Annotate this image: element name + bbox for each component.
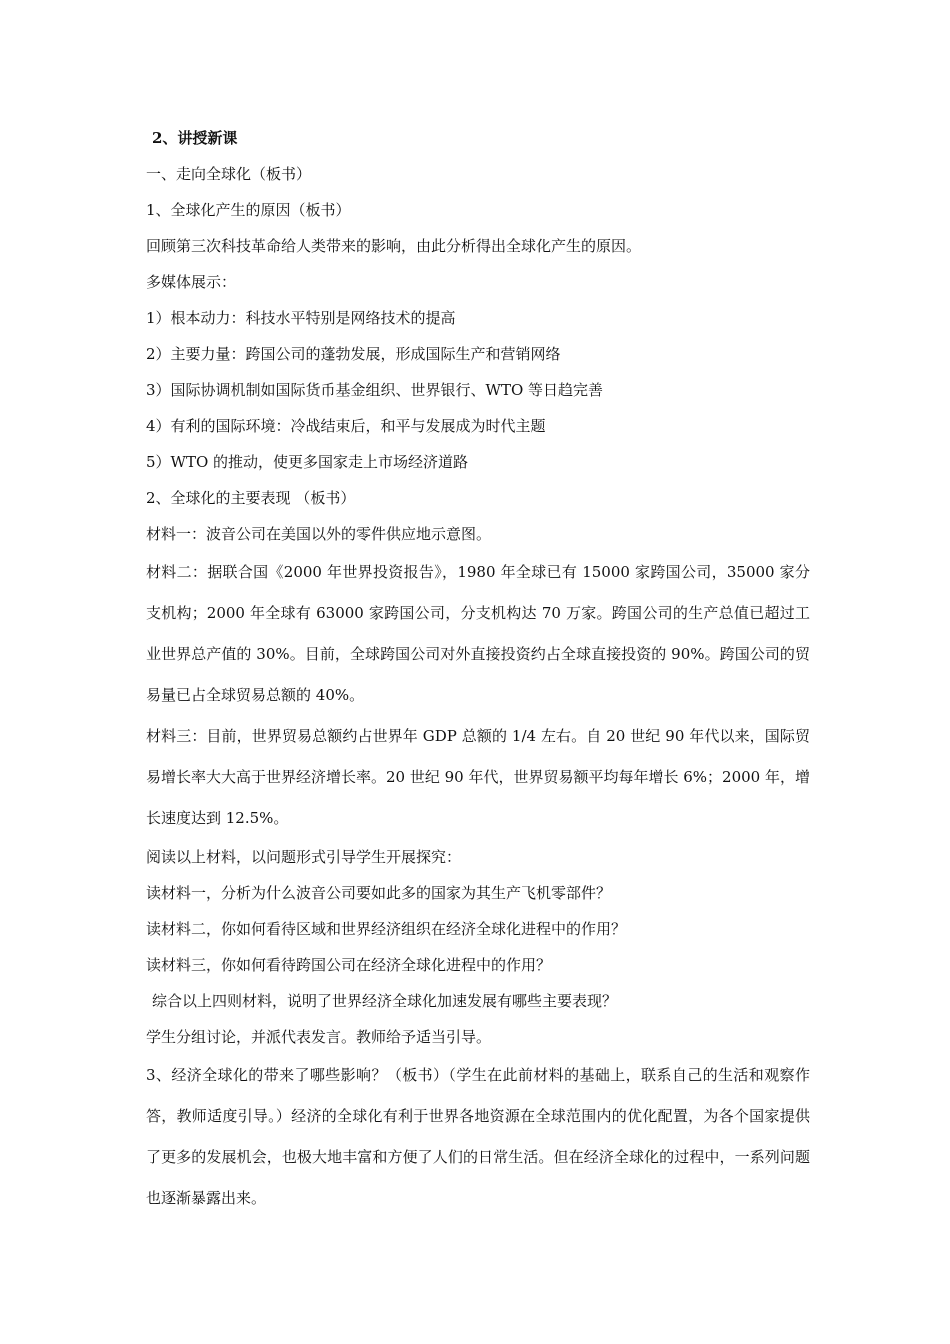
- multimedia-label: 多媒体展示：: [146, 273, 237, 291]
- lesson-heading: 2、讲授新课: [152, 129, 238, 147]
- cause-item: 4）有利的国际环境：冷战结束后，和平与发展成为时代主题: [146, 417, 546, 435]
- discussion-text: 学生分组讨论，并派代表发言。教师给予适当引导。: [146, 1028, 492, 1046]
- question-item: 读材料三，你如何看待跨国公司在经济全球化进程中的作用？: [146, 956, 552, 974]
- material-two: 材料二：据联合国《2000 年世界投资报告》，1980 年全球已有 15000 家跨国公司，35000 家分支机构；2000 年全球有 63000 家跨国公司，分支机构达 70 万家。跨国公司的生产总值已超过工业世界总产值的 30%。目前，全球跨国公司对外直接投资约占全球直接投资的 90%。跨国公司的贸易量已占全球贸易总额的 40%。: [146, 563, 810, 704]
- section-title: 一、走向全球化（板书）: [146, 165, 312, 183]
- review-text: 回顾第三次科技革命给人类带来的影响，由此分析得出全球化产生的原因。: [146, 237, 642, 255]
- document-page: [146, 120, 810, 1219]
- read-instruction: 阅读以上材料，以问题形式引导学生开展探究：: [146, 848, 462, 866]
- cause-item: 2）主要力量：跨国公司的蓬勃发展，形成国际生产和营销网络: [146, 345, 561, 363]
- material-one: 材料一：波音公司在美国以外的零件供应地示意图。: [146, 525, 492, 543]
- cause-item: 1）根本动力：科技水平特别是网络技术的提高: [146, 309, 456, 327]
- cause-item: 5）WTO 的推动，使更多国家走上市场经济道路: [146, 453, 469, 471]
- impacts-paragraph: 3、经济全球化的带来了哪些影响？（板书）（学生在此前材料的基础上，联系自己的生活和观察作答，教师适度引导。）经济的全球化有利于世界各地资源在全球范围内的优化配置，为各个国家提供了更多的发展机会，也极大地丰富和方便了人们的日常生活。但在经济全球化的过程中，一系列问题也逐渐暴露出来。: [146, 1066, 810, 1207]
- question-item: 读材料二，你如何看待区域和世界经济组织在经济全球化进程中的作用？: [146, 920, 627, 938]
- summary-question: 综合以上四则材料，说明了世界经济全球化加速发展有哪些主要表现？: [152, 992, 618, 1010]
- cause-item: 3）国际协调机制如国际货币基金组织、世界银行、WTO 等日趋完善: [146, 381, 604, 399]
- material-three: 材料三：目前，世界贸易总额约占世界年 GDP 总额的 1/4 左右。自 20 世纪 90 年代以来，国际贸易增长率大大高于世界经济增长率。20 世纪 90 年代，世界贸易额平均每年增长 6%；2000 年，增长速度达到 12.5%。: [146, 727, 810, 827]
- subsection-title-causes: 1、全球化产生的原因（板书）: [146, 201, 351, 219]
- subsection-title-manifestations: 2、全球化的主要表现 （板书）: [146, 489, 356, 507]
- question-item: 读材料一，分析为什么波音公司要如此多的国家为其生产飞机零部件？: [146, 884, 612, 902]
